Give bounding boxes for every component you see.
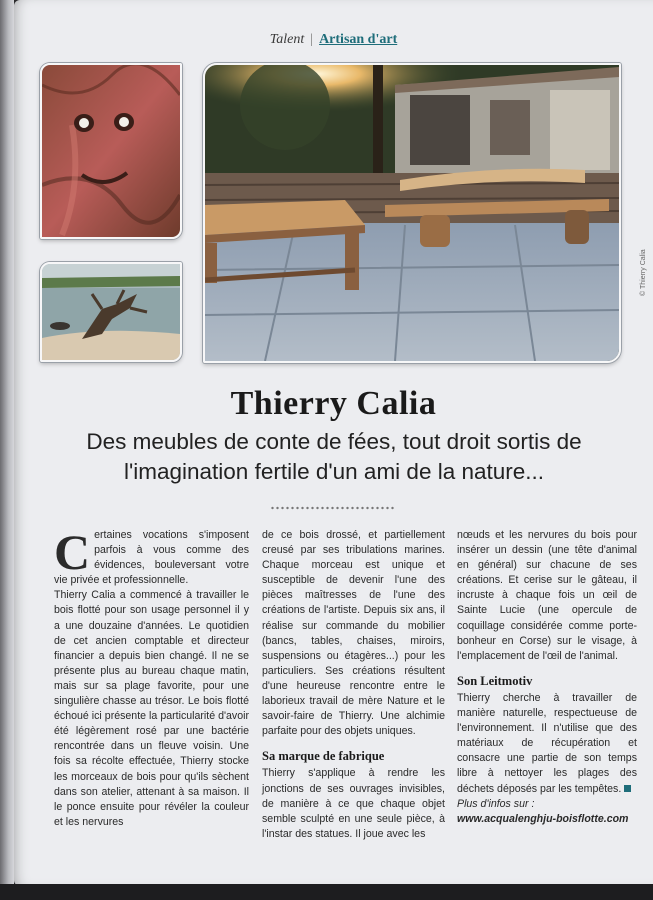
leitmotiv-text: Thierry cherche à travailler de manière naturelle, respectueuse de l'environnement. Il n'utilise que des matériaux de récupération et consacre une partie de son temps libre à nettoyer les plages des déchets déposés par les tempêtes. (457, 691, 637, 795)
photo-terrace-furniture (203, 63, 621, 363)
subheading-leitmotiv: Son Leitmotiv (457, 673, 533, 688)
dropcap-letter: C (54, 524, 91, 580)
more-info-label: Plus d'infos sur : (457, 797, 535, 810)
article-title: Thierry Calia (230, 385, 437, 422)
paragraph-body: Thierry Calia a commencé à travailler le bois flotté pour son usage personnel il y a une douzaine d'années. Le quotidien de cet ancien comptable et directeur financier a depuis bien changé. Il ne se présente plus au bureau chaque matin, mais sur sa plage favorite, pour une singulière chasse au trésor. Le bois flotté échoué ici présente la particularité d'avoir été légèrement rosé par une bactérie rencontrée dans un fleuve voisin. Une fois sa récolte effectuée, Thierry stocke les morceaux de bois pour qu'ils sèchent dans son atelier, attenant à sa maison. Il le ponce ensuite pour révéler la couleur et les nervures (54, 589, 249, 828)
photo-driftwood-beach (40, 262, 182, 362)
paragraph-intro (54, 524, 249, 588)
article-subtitle: Des meubles de conte de fées, tout droit sortis de l'imagination fertile d'un ami de la nature... (86, 429, 582, 484)
website-link[interactable]: www.acqualenghju-boisflotte.com (457, 812, 629, 825)
article-column-2 (262, 528, 445, 842)
page-bottom-edge (0, 884, 653, 900)
photo-carved-face (40, 63, 182, 239)
rubric-label: Talent (269, 32, 305, 47)
subheading-marque: Sa marque de fabrique (262, 749, 385, 764)
paragraph-body: nœuds et les nervures du bois pour insérer un dessin (une tête d'animal en général) sur chacune de ses créations. Et cerise sur le gâteau, il incruste à chaque fois un œil de Sainte Lucie (une opercule de coquillage considérée comme porte-bonheur en Corse) sur le visage, à l'emplacement de l'œil de l'animal. (457, 529, 637, 662)
article-column-3 (457, 528, 637, 827)
magazine-page (14, 0, 653, 886)
intro-text: ertaines vocations s'imposent parfois à vous comme des évidences, bouleversant votre vie privée et professionnelle. (54, 529, 249, 587)
end-mark-icon (624, 785, 631, 792)
paragraph-body: de ce bois drossé, et partiellement creusé par ses tribulations marines. Chaque morceau est unique et susceptible de devenir l'une des pièces maîtresses de l'une des créations de l'artiste. Depuis six ans, il réalise sur commande du mobilier (bancs, tables, chaises, miroirs, suspensions ou étagères...) pour les particuliers. Ses créations résultent d'une heureuse rencontre entre le laborieux travail de mère Nature et le savoir-faire de Thierry. Une alchimie parfaite pour des objets uniques. (262, 529, 445, 738)
decorative-divider (270, 506, 394, 510)
section-label: Artisan d'art (319, 32, 398, 47)
photo-credit: © Thierry Calia (640, 249, 647, 296)
paragraph-body: Thierry s'applique à rendre les jonctions de ses ouvrages invisibles, de manière à ce que chaque objet semble sculpté en une seule pièce, à l'instar des statues. Il joue avec les (262, 767, 445, 840)
magazine-spine (0, 0, 14, 900)
header-separator: | (310, 32, 314, 47)
article-column-1 (54, 524, 249, 830)
page-header (14, 32, 653, 48)
paragraph-body (457, 691, 637, 797)
